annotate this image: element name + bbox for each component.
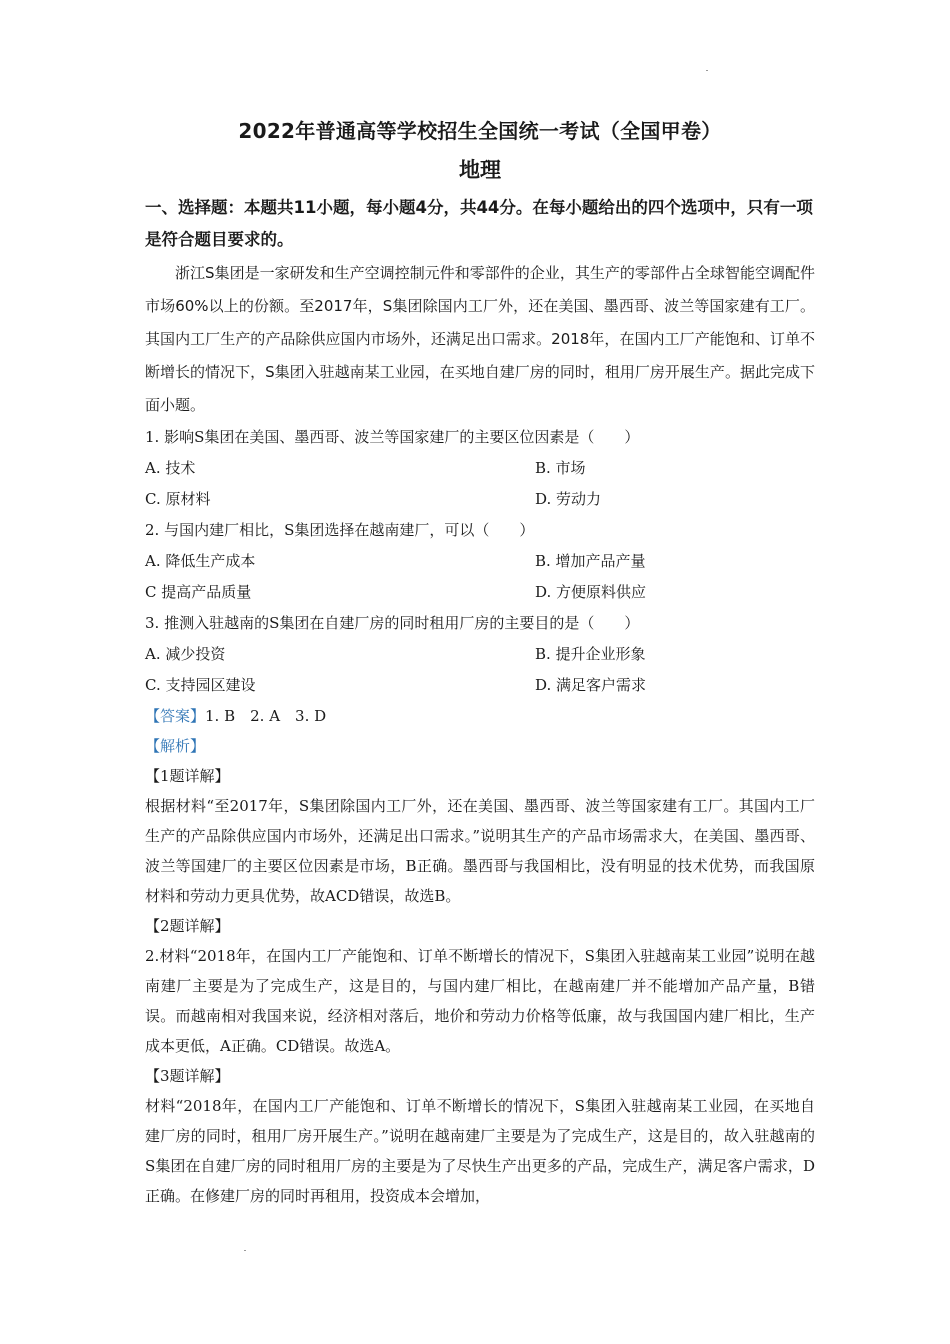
detail-heading: 【3题详解】 [145, 1067, 230, 1085]
detail-text: 材料“2018年，在国内工厂产能饱和、订单不断增长的情况下，S集团入驻越南某工业园，在买地自建厂房的同时，租用厂房开展生产。”说明在越南建厂主要是为了完成生产，这是目的，故入驻越南的S集团在自建厂房的同时租用厂房的主要是为了尽快生产出更多的产品，完成生产，满足客户需求，D正确。在修建厂房的同时再租用，投资成本会增加， [145, 1097, 815, 1205]
option-a: A. 降低生产成本 [145, 552, 256, 570]
option-row [145, 484, 815, 515]
option-row [145, 453, 815, 484]
option-a: A. 减少投资 [145, 645, 226, 663]
detail-heading: 【2题详解】 [145, 917, 230, 935]
analysis-label: 【解析】 [145, 737, 206, 755]
question-3 [145, 608, 815, 701]
answer-text: 1. B 2. A 3. D [205, 707, 327, 725]
option-b: B. 增加产品产量 [535, 552, 646, 570]
subject-title: 地理 [459, 158, 501, 182]
question-2 [145, 515, 815, 608]
question-stem: 3. 推测入驻越南的S集团在自建厂房的同时租用厂房的主要目的是（ ） [145, 614, 640, 632]
detail-heading: 【1题详解】 [145, 767, 230, 785]
detail-2 [145, 911, 815, 1061]
answer-line [145, 701, 815, 731]
detail-1 [145, 761, 815, 911]
option-row [145, 639, 815, 670]
question-1 [145, 422, 815, 515]
option-a: A. 技术 [145, 459, 196, 477]
exam-title: 2022年普通高等学校招生全国统一考试（全国甲卷） [238, 119, 722, 143]
scan-speck-bottom [244, 1250, 246, 1251]
option-b: B. 提升企业形象 [535, 645, 646, 663]
scan-speck-top [706, 70, 708, 71]
option-c: C. 原材料 [145, 490, 211, 508]
option-b: B. 市场 [535, 459, 586, 477]
question-stem: 2. 与国内建厂相比，S集团选择在越南建厂，可以（ ） [145, 521, 535, 539]
detail-text: 2.材料“2018年，在国内工厂产能饱和、订单不断增长的情况下，S集团入驻越南某工业园”说明在越南建厂主要是为了完成生产，这是目的，与国内建厂相比，在越南建厂并不能增加产品产量，B错误。而越南相对我国来说，经济相对落后，地价和劳动力价格等低廉，故与我国国内建厂相比，生产成本更低，A正确。CD错误。故选A。 [145, 947, 815, 1055]
option-c: C 提高产品质量 [145, 583, 252, 601]
analysis-line [145, 731, 815, 761]
exam-page [145, 112, 815, 1211]
option-row [145, 670, 815, 701]
option-d: D. 满足客户需求 [535, 676, 647, 694]
detail-text: 根据材料“至2017年，S集团除国内工厂外，还在美国、墨西哥、波兰等国家建有工厂。其国内工厂生产的产品除供应国内市场外，还满足出口需求。”说明其生产的产品市场需求大，在美国、墨西哥、波兰等国建厂的主要区位因素是市场，B正确。墨西哥与我国相比，没有明显的技术优势，而我国原材料和劳动力更具优势，故ACD错误，故选B。 [145, 797, 815, 905]
option-d: D. 方便原料供应 [535, 583, 647, 601]
section-heading: 一、选择题：本题共11小题，每小题4分，共44分。在每小题给出的四个选项中，只有一项是符合题目要求的。 [145, 198, 813, 249]
question-stem: 1. 影响S集团在美国、墨西哥、波兰等国家建厂的主要区位因素是（ ） [145, 428, 640, 446]
option-c: C. 支持园区建设 [145, 676, 256, 694]
reading-passage: 浙江S集团是一家研发和生产空调控制元件和零部件的企业，其生产的零部件占全球智能空调配件市场60%以上的份额。至2017年，S集团除国内工厂外，还在美国、墨西哥、波兰等国家建有工厂。其国内工厂生产的产品除供应国内市场外，还满足出口需求。2018年，在国内工厂产能饱和、订单不断增长的情况下，S集团入驻越南某工业园，在买地自建厂房的同时，租用厂房开展生产。据此完成下面小题。 [145, 264, 815, 414]
option-row [145, 546, 815, 577]
answer-label: 【答案】 [145, 707, 206, 725]
option-row [145, 577, 815, 608]
detail-3 [145, 1061, 815, 1211]
option-d: D. 劳动力 [535, 490, 602, 508]
